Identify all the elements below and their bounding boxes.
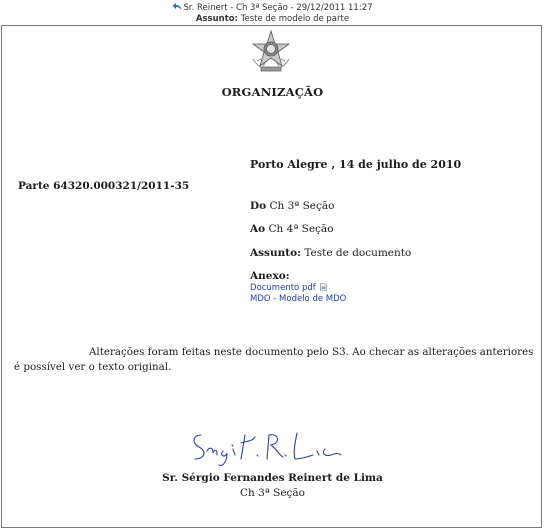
- attachment-link-mdo[interactable]: [250, 294, 346, 304]
- signer-name: Sr. Sérgio Fernandes Reinert de Lima: [162, 472, 383, 484]
- body-paragraph: Alterações foram feitas neste documento pelo S3. Ao checar as alterações anteriores é possível ver o texto original.: [14, 346, 534, 373]
- sender-text: Sr. Reinert - Ch 3ª Seção - 29/12/2011 11:27: [183, 3, 373, 13]
- message-header: [0, 0, 545, 26]
- document-body: [14, 345, 534, 375]
- pdf-file-icon[interactable]: [320, 283, 327, 291]
- to-field: [250, 223, 334, 235]
- attachment-label[interactable]: MDO - Modelo de MDO: [250, 294, 347, 304]
- doc-subject-value: Teste de documento: [304, 247, 412, 259]
- attachment-link-pdf[interactable]: [250, 283, 327, 293]
- coat-of-arms-icon: [249, 29, 293, 73]
- signer-role: Ch 3ª Seção: [239, 487, 305, 499]
- document-date: Porto Alegre , 14 de julho de 2010: [250, 158, 462, 171]
- subject-value: Teste de modelo de parte: [240, 14, 350, 24]
- signature-image: [185, 425, 345, 470]
- from-field: [250, 200, 334, 212]
- from-value: Ch 3ª Seção: [269, 200, 335, 212]
- parte-number: Parte 64320.000321/2011-35: [18, 180, 190, 192]
- subject-label: Assunto:: [195, 14, 239, 24]
- reply-icon: [172, 2, 182, 11]
- from-label: Do: [250, 200, 267, 212]
- attachment-label[interactable]: Documento pdf: [250, 283, 316, 293]
- organization-title: ORGANIZAÇÃO: [221, 85, 324, 99]
- to-label: Ao: [250, 223, 266, 235]
- sender-line: [0, 2, 545, 13]
- subject-line: [0, 14, 545, 24]
- doc-subject-label: Assunto:: [250, 247, 301, 259]
- annex-label: Anexo:: [250, 270, 290, 282]
- subject-field: [250, 247, 411, 259]
- to-value: Ch 4ª Seção: [268, 223, 334, 235]
